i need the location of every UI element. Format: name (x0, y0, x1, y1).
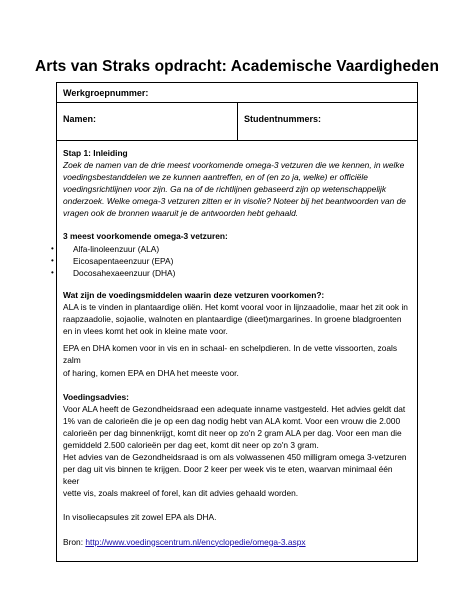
page-title: Arts van Straks opdracht: Academische Vaardigheden (34, 58, 440, 75)
paragraph-line: en in vlees komt het ook in kleine mate voor. (63, 326, 228, 337)
paragraph-line: ALA is te vinden in plantaardige oliën. Het komt vooral voor in lijnzaadolie, maar het zit ook in (63, 302, 408, 313)
stap1-line: Zoek de namen van de drie meest voorkomende omega-3 vetzuren die we kennen, in welke (63, 160, 405, 171)
paragraph-line: raapzaadolie, sojaolie, walnoten en plantaardige (dieet)margarines. In groene bladgroenten (63, 314, 402, 325)
paragraph-line: 1% van de calorieën die je op een dag nodig hebt van ALA komt. Voor een vrouw die 2.000 (63, 415, 401, 426)
list-item: • Eicosapentaeenzuur (EPA) (51, 255, 174, 266)
paragraph-line: per dag uit vis binnen te krijgen. Door 2 keer per week vis te eten, waarvan minimaal één keer (63, 464, 393, 487)
bron-label: Bron: (63, 536, 86, 547)
werkgroep-label: Werkgroepnummer: (63, 88, 149, 98)
content-cell (51, 141, 417, 561)
werkgroep-row[interactable] (57, 83, 417, 103)
visolie-line: In visoliecapsules zit zowel EPA als DHA. (63, 512, 217, 523)
paragraph-line: of haring, komen EPA en DHA het meeste voor. (63, 367, 239, 378)
bullet-icon: • (51, 267, 54, 277)
namen-studentnummers-row (57, 103, 417, 141)
vetzuren-list (51, 243, 411, 279)
list-item: • Alfa-linoleenzuur (ALA) (51, 243, 160, 254)
paragraph-line: gemiddeld 2.500 calorieën per dag eet, komt dit neer op zo'n 3 gram. (63, 439, 319, 450)
voedingsmiddelen-heading: Wat zijn de voedingsmiddelen waarin deze vetzuren voorkomen?: (63, 289, 325, 300)
stap1-line: voedingsrichtlijnen voor zijn. Ga na of de richtlijnen gebaseerd zijn op wetenschappelijk (63, 184, 387, 195)
stap1-line: onderzoek. Welke omega-3 vetzuren zitten er in visolie? Noteer bij het beantwoorden van de (63, 196, 406, 207)
paragraph-line: Voor ALA heeft de Gezondheidsraad een adequate inname vastgesteld. Het advies geldt dat (63, 403, 406, 414)
paragraph-line: Het advies van de Gezondheidsraad is om als volwassenen 450 milligram omega 3-vetzuren (63, 452, 407, 463)
bron-line (63, 536, 411, 548)
paragraph-line: vette vis, zoals makreel of forel, kan dit advies gehaald worden. (63, 488, 299, 499)
stap1-heading: Stap 1: Inleiding (63, 148, 128, 158)
studentnummers-cell[interactable] (238, 103, 417, 140)
bullet-icon: • (51, 243, 54, 253)
paragraph-line: calorieën per dag binnenkrijgt, komt dit neer op zo'n 2 gram ALA per dag. Voor een man die (63, 427, 402, 438)
list-item: • Docosahexaeenzuur (DHA) (51, 267, 176, 278)
stap1-line: vragen ook de bronnen waaruit je de antwoorden hebt gehaald. (63, 208, 299, 219)
vetzuren-heading: 3 meest voorkomende omega-3 vetzuren: (63, 230, 228, 241)
stap1-line: voedingsbestanddelen we ze kunnen aantreffen, en of (en zo ja, welke) er officiële (63, 172, 368, 183)
bullet-icon: • (51, 255, 54, 265)
studentnummers-label: Studentnummers: (244, 114, 322, 124)
namen-cell[interactable] (57, 103, 238, 140)
assignment-form-table (51, 82, 418, 562)
bron-link[interactable]: http://www.voedingscentrum.nl/encyclopedie/omega-3.aspx (85, 536, 306, 547)
advies-heading: Voedingsadvies: (63, 391, 129, 402)
paragraph-line: EPA en DHA komen voor in vis en in schaal- en schelpdieren. In de vette vissoorten, zoals zalm (63, 343, 398, 366)
namen-label: Namen: (63, 114, 97, 124)
